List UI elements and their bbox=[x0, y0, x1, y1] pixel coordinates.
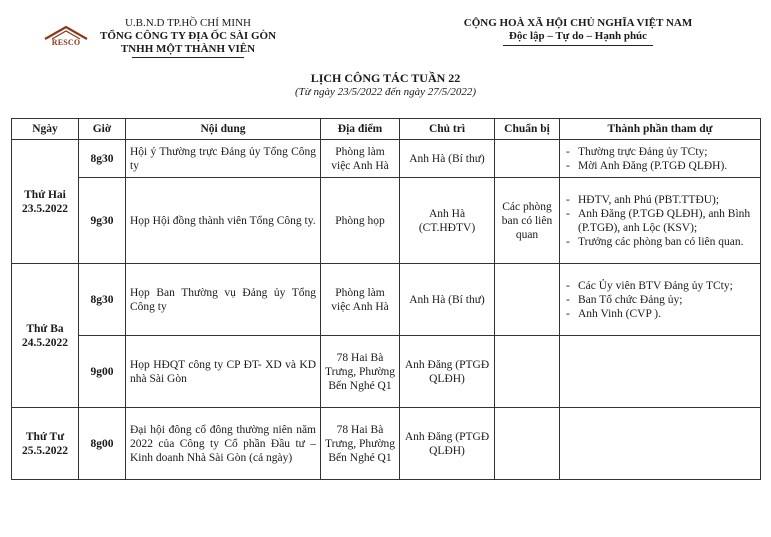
day-name: Thứ Tư bbox=[25, 430, 65, 443]
prep-cell bbox=[495, 264, 560, 336]
document-title: LỊCH CÔNG TÁC TUẦN 22 bbox=[310, 71, 461, 85]
location-cell: Phòng làm việc Anh Hà bbox=[321, 264, 400, 336]
schedule-table bbox=[11, 118, 761, 480]
col-header-content: Nội dung bbox=[126, 119, 321, 140]
resco-logo bbox=[43, 25, 89, 47]
day-date: 24.5.2022 bbox=[22, 336, 68, 349]
day-cell bbox=[12, 140, 79, 264]
location-cell: Phòng làm việc Anh Hà bbox=[321, 140, 400, 178]
prep-cell bbox=[495, 408, 560, 480]
table-row bbox=[12, 408, 761, 480]
content-cell: Họp Ban Thường vụ Đảng ủy Tổng Công ty bbox=[126, 264, 321, 336]
location-cell: 78 Hai Bà Trưng, Phường Bến Nghé Q1 bbox=[321, 336, 400, 408]
chair-cell: Anh Hà (CT.HĐTV) bbox=[400, 178, 495, 264]
location-cell: Phòng họp bbox=[321, 178, 400, 264]
time-cell: 9g00 bbox=[79, 336, 126, 408]
prep-cell bbox=[495, 140, 560, 178]
attendee-item: - HĐTV, anh Phú (PBT.TTĐU); bbox=[564, 193, 756, 207]
attendee-item: - Mời Anh Đăng (P.TGĐ QLĐH). bbox=[564, 159, 756, 173]
content-cell: Hội ý Thường trực Đảng ủy Tổng Công ty bbox=[126, 140, 321, 178]
attendee-list bbox=[564, 193, 756, 249]
attendee-list bbox=[564, 145, 756, 173]
country-line-2: Độc lập – Tự do – Hạnh phúc bbox=[508, 30, 648, 42]
location-cell: 78 Hai Bà Trưng, Phường Bến Nghé Q1 bbox=[321, 408, 400, 480]
col-header-attendees: Thành phần tham dự bbox=[560, 119, 761, 140]
attendee-list bbox=[564, 279, 756, 321]
prep-cell: Các phòng ban có liên quan bbox=[495, 178, 560, 264]
col-header-location: Địa điểm bbox=[321, 119, 400, 140]
attendees-cell bbox=[560, 336, 761, 408]
content-cell: Họp HĐQT công ty CP ĐT- XD và KD nhà Sài Gòn bbox=[126, 336, 321, 408]
attendee-item: - Trưởng các phòng ban có liên quan. bbox=[564, 235, 756, 249]
national-motto-header bbox=[448, 17, 708, 46]
country-line-1: CỘNG HOÀ XÃ HỘI CHỦ NGHĨA VIỆT NAM bbox=[463, 17, 693, 29]
logo-text: RESCO bbox=[51, 38, 81, 47]
prep-cell bbox=[495, 336, 560, 408]
chair-cell: Anh Hà (Bí thư) bbox=[400, 140, 495, 178]
attendees-cell bbox=[560, 408, 761, 480]
time-cell: 8g30 bbox=[79, 264, 126, 336]
chair-cell: Anh Đăng (PTGĐ QLĐH) bbox=[400, 408, 495, 480]
motto-underline bbox=[503, 45, 653, 46]
table-header-row bbox=[12, 119, 761, 140]
document-subtitle: (Từ ngày 23/5/2022 đến ngày 27/5/2022) bbox=[294, 86, 477, 98]
day-cell bbox=[12, 408, 79, 480]
chair-cell: Anh Đăng (PTGĐ QLĐH) bbox=[400, 336, 495, 408]
day-date: 23.5.2022 bbox=[22, 202, 68, 215]
attendee-item: - Thường trực Đảng ủy TCty; bbox=[564, 145, 756, 159]
day-name: Thứ Hai bbox=[24, 188, 66, 201]
org-underline bbox=[132, 57, 244, 58]
attendees-cell bbox=[560, 140, 761, 178]
org-line-1: U.B.N.D TP.HỒ CHÍ MINH bbox=[124, 17, 251, 29]
attendees-cell bbox=[560, 264, 761, 336]
table-row bbox=[12, 178, 761, 264]
attendees-cell bbox=[560, 178, 761, 264]
attendee-item: - Anh Đăng (P.TGĐ QLĐH), anh Bình (P.TGĐ), anh Lộc (KSV); bbox=[564, 207, 756, 235]
organization-header bbox=[88, 17, 288, 58]
attendee-item: - Ban Tổ chức Đảng ủy; bbox=[564, 293, 756, 307]
org-line-3: TNHH MỘT THÀNH VIÊN bbox=[120, 43, 256, 55]
col-header-chair: Chủ trì bbox=[400, 119, 495, 140]
time-cell: 9g30 bbox=[79, 178, 126, 264]
time-cell: 8g30 bbox=[79, 140, 126, 178]
col-header-day: Ngày bbox=[12, 119, 79, 140]
col-header-prep: Chuẩn bị bbox=[495, 119, 560, 140]
day-date: 25.5.2022 bbox=[22, 444, 68, 457]
attendee-item: - Các Ủy viên BTV Đảng ủy TCty; bbox=[564, 279, 756, 293]
table-row bbox=[12, 336, 761, 408]
content-cell: Đại hội đông cổ đông thường niên năm 2022 của Công ty Cổ phần Đầu tư – Kinh doanh Nhà Sài Gòn (cả ngày) bbox=[126, 408, 321, 480]
attendee-item: - Anh Vinh (CVP ). bbox=[564, 307, 756, 321]
content-cell: Họp Hội đồng thành viên Tổng Công ty. bbox=[126, 178, 321, 264]
chair-cell: Anh Hà (Bí thư) bbox=[400, 264, 495, 336]
col-header-time: Giờ bbox=[79, 119, 126, 140]
day-name: Thứ Ba bbox=[26, 322, 64, 335]
table-row bbox=[12, 264, 761, 336]
table-row bbox=[12, 140, 761, 178]
day-cell bbox=[12, 264, 79, 408]
time-cell: 8g00 bbox=[79, 408, 126, 480]
org-line-2: TỔNG CÔNG TY ĐỊA ỐC SÀI GÒN bbox=[99, 30, 277, 42]
